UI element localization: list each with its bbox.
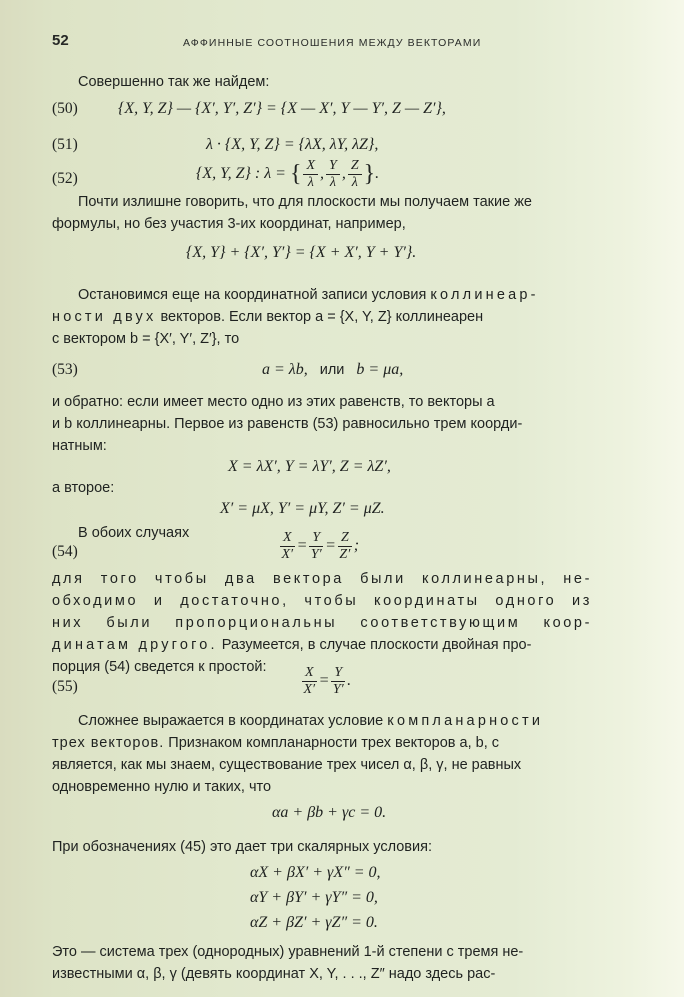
fraction-numerator: X (303, 158, 318, 175)
eq52-period: . (375, 165, 380, 183)
para-collinear-line1 (78, 286, 539, 304)
fraction-denominator: λ (329, 175, 336, 190)
equation-53 (262, 361, 403, 379)
para-proportional-line2 (52, 592, 592, 610)
para-collinear-line3: с вектором b = {X′, Y′, Z′}, то (52, 331, 240, 347)
eq-number-52: (52) (52, 170, 78, 187)
text-run: Остановимся еще на координатной записи условия (78, 287, 431, 303)
para-collinear-line2 (52, 308, 483, 326)
spaced-term: обходимо и достаточно, чтобы координаты одного из (52, 593, 592, 609)
fraction-denominator: Y′ (332, 682, 344, 697)
equation-coplanar: αa + βb + γc = 0. (272, 804, 387, 821)
spaced-term: компланарности (387, 713, 544, 729)
equation-51: λ · {X, Y, Z} = {λX, λY, λZ}, (206, 136, 379, 153)
text-run: Признаком компланарности трех векторов a, b, c (164, 735, 500, 751)
fraction-numerator: Y (331, 665, 345, 682)
running-title: АФФИННЫЕ СООТНОШЕНИЯ МЕЖДУ ВЕКТОРАМИ (183, 37, 482, 49)
equation-system-x: αX + βX′ + γX″ = 0, (250, 864, 381, 881)
eq-number-54: (54) (52, 543, 78, 560)
equation-system-z: αZ + βZ′ + γZ″ = 0. (250, 914, 378, 931)
eq53-right: b = μa, (356, 361, 404, 378)
fraction-denominator: λ (351, 175, 358, 190)
spaced-term: коллинеар- (430, 287, 539, 303)
fraction-denominator: X′ (281, 547, 294, 562)
fraction-denominator: Z′ (339, 547, 351, 562)
fraction-denominator: λ (307, 175, 314, 190)
equation-coords-lambda: X = λX′, Y = λY′, Z = λZ′, (228, 458, 391, 475)
para-system-line2: известными α, β, γ (девять координат X, Y, . . ., Z″ надо здесь рас- (52, 966, 496, 982)
fraction-numerator: X (280, 530, 295, 547)
para-both-cases: В обоих случаях (78, 525, 190, 541)
eq-number-51: (51) (52, 136, 78, 153)
text-run: векторов. Если вектор a = {X, Y, Z} коллинеарен (156, 309, 484, 325)
equation-50: {X, Y, Z} — {X′, Y′, Z′} = {X — X′, Y — Y′, Z — Z′}, (118, 100, 446, 117)
page-number: 52 (52, 32, 69, 49)
fraction-numerator: Y (309, 530, 323, 547)
spaced-term: для того чтобы два вектора были коллинеарны, не- (52, 571, 592, 587)
fraction-denominator: X′ (303, 682, 316, 697)
eq-number-55: (55) (52, 678, 78, 695)
fraction-numerator: X (302, 665, 317, 682)
eq55-period: . (347, 672, 352, 690)
para-coplanar-line2 (52, 734, 499, 752)
para-second-label: а второе: (52, 480, 115, 496)
para-proportional-line1 (52, 570, 592, 588)
para-scalar-conditions: При обозначениях (45) это дает три скалярных условия: (52, 839, 432, 855)
fraction-numerator: Z (338, 530, 352, 547)
eq52-lhs: {X, Y, Z} : λ = (196, 165, 290, 183)
intro-text: Совершенно так же найдем: (78, 74, 270, 90)
eq53-or: или (319, 362, 345, 378)
para-system-line1: Это — система трех (однородных) уравнений 1-й степени с тремя не- (52, 944, 524, 960)
spaced-term: них были пропорциональны соответствующим коор- (52, 615, 592, 631)
spaced-term: динатам другого. (52, 637, 218, 653)
eq-number-50: (50) (52, 100, 78, 117)
para-coplanar-line4: одновременно нулю и таких, что (52, 779, 272, 795)
para-converse-line2: и b коллинеарны. Первое из равенств (53) равносильно трем коорди- (52, 416, 523, 432)
eq53-left: a = λb, (262, 361, 308, 378)
para-proportional-line3 (52, 614, 592, 632)
para-converse-line1: и обратно: если имеет место одно из этих равенств, то векторы a (52, 394, 495, 410)
fraction-denominator: Y′ (310, 547, 322, 562)
equation-plane-sum: {X, Y} + {X′, Y′} = {X + X′, Y + Y′}. (186, 244, 417, 261)
fraction-numerator: Y (326, 158, 340, 175)
para-coplanar-line3: является, как мы знаем, существование трех чисел α, β, γ, не равных (52, 757, 522, 773)
equation-54: $\frac{X}{X'}$ = $\frac{Y}{Y'}$ = $\frac{Z}{Z'}$ ; (281, 530, 360, 562)
text-run: Разумеется, в случае плоскости двойная про- (217, 637, 532, 653)
para-proportional-line5: порция (54) сведется к простой: (52, 659, 267, 675)
para-converse-line3: натным: (52, 438, 107, 454)
equation-system-y: αY + βY′ + γY″ = 0, (250, 889, 378, 906)
fraction-numerator: Z (348, 158, 362, 175)
para-proportional-line4 (52, 636, 531, 654)
equation-coords-mu: X′ = μX, Y′ = μY, Z′ = μZ. (220, 500, 385, 517)
text-run: Сложнее выражается в координатах условие (78, 713, 388, 729)
para-plane-line1: Почти излишне говорить, что для плоскости мы получаем такие же (78, 194, 532, 210)
equation-52: {X, Y, Z} : λ = { $\frac{X}{\lambda}$ , $\frac{Y}{\lambda}$ , $\frac{Z}{\lambda}$ }. (196, 158, 380, 190)
spaced-term: ности двух (52, 309, 157, 325)
para-plane-line2: формулы, но без участия 3-их координат, например, (52, 216, 406, 232)
spaced-term: трех векторов. (52, 735, 165, 751)
eq54-semicolon: ; (353, 537, 360, 555)
eq-number-53: (53) (52, 361, 78, 378)
equation-55: $\frac{X}{X'}$ = $\frac{Y}{Y'}$ . (303, 665, 352, 697)
para-coplanar-line1 (78, 712, 543, 730)
